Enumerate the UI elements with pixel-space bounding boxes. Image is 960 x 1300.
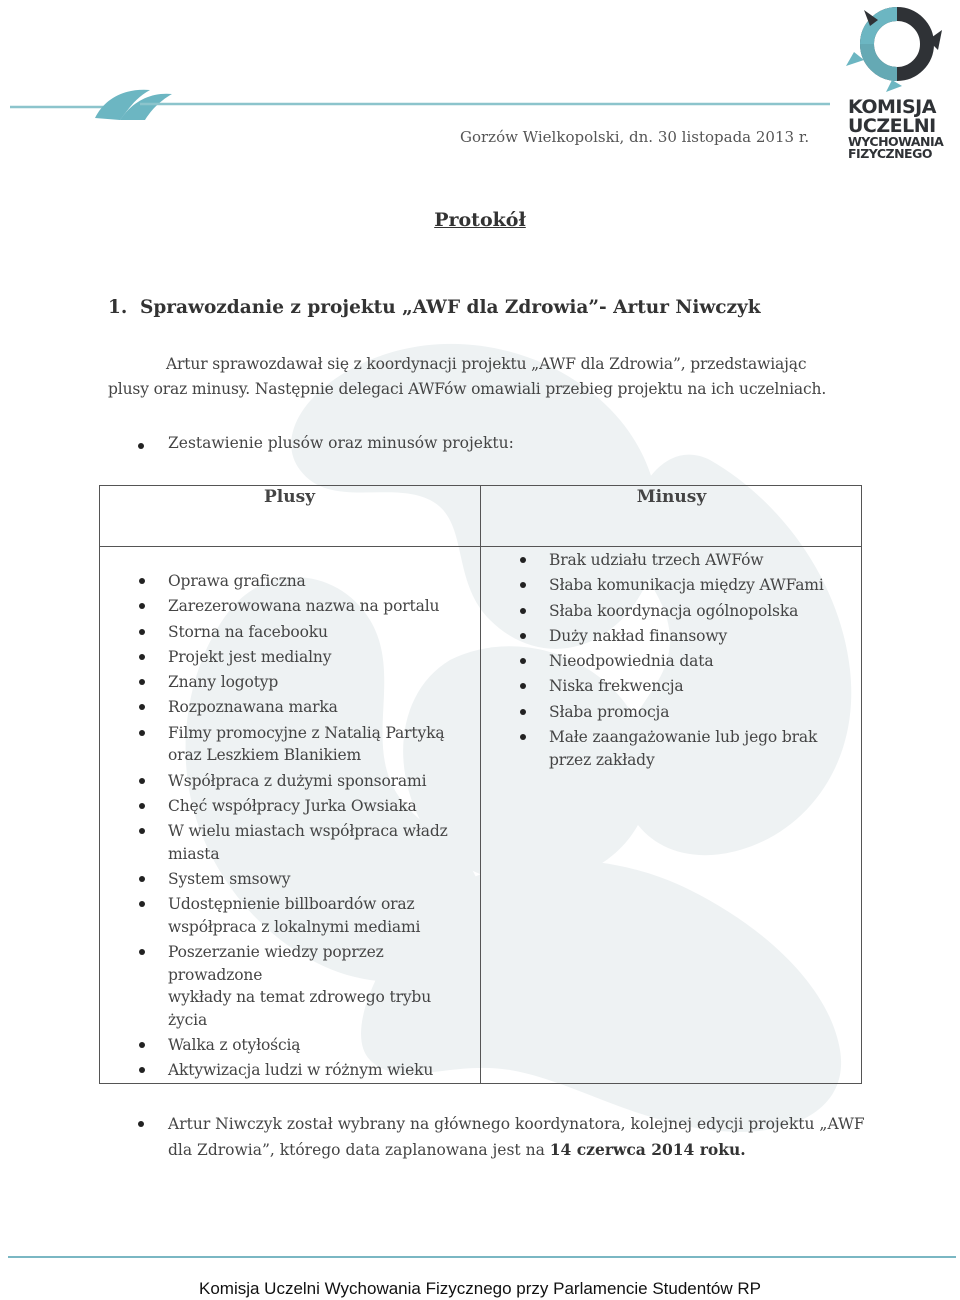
- list-item: Zarezerowowana nazwa na portalu: [99, 595, 469, 618]
- logo-text-line3: WYCHOWANIA: [848, 134, 944, 149]
- minus-list: [480, 549, 850, 774]
- list-item: Walka z otyłością: [99, 1034, 469, 1057]
- bullet-icon: [138, 443, 144, 449]
- report-paragraph: Artur sprawozdawał się z koordynacji projektu „AWF dla Zdrowia”, przedstawiając plusy oraz minusy. Następnie delegaci AWFów omawiali przebieg projektu na ich uczelniach.: [108, 355, 827, 398]
- pros-cons-table: [99, 485, 862, 1084]
- list-item: Aktywizacja ludzi w różnym wieku: [99, 1059, 469, 1082]
- list-item: Brak udziału trzech AWFów: [480, 549, 850, 572]
- list-item: Rozpoznawana marka: [99, 696, 469, 719]
- list-item: Projekt jest medialny: [99, 646, 469, 669]
- list-item: Znany logotyp: [99, 671, 469, 694]
- closing-bullet: [108, 1112, 868, 1163]
- footer-divider: [8, 1256, 956, 1258]
- list-item: Słaba promocja: [480, 701, 850, 724]
- section-heading: [108, 297, 761, 318]
- list-item: Nieodpowiednia data: [480, 650, 850, 673]
- list-item: Słaba koordynacja ogólnopolska: [480, 600, 850, 623]
- summary-bullet-text: Zestawienie plusów oraz minusów projektu:: [168, 434, 514, 452]
- footer-text: Komisja Uczelni Wychowania Fizycznego przy Parlamencie Studentów RP: [198, 1279, 762, 1298]
- bullet-icon: [138, 1121, 144, 1127]
- section-number: 1.: [108, 297, 128, 318]
- list-item: Poszerzanie wiedzy poprzez prowadzone wykłady na temat zdrowego trybu życia: [99, 941, 469, 1031]
- closing-text-main: Artur Niwczyk został wybrany na głównego koordynatora, kolejnej edycji projektu „AWF dla Zdrowia”, którego data zaplanowana jest na: [168, 1115, 865, 1159]
- list-item: Współpraca z dużymi sponsorami: [99, 770, 469, 793]
- document-title: Protokół: [434, 209, 526, 231]
- logo-text-line4: FIZYCZNEGO: [848, 146, 932, 161]
- section-title: Sprawozdanie z projektu „AWF dla Zdrowia”- Artur Niwczyk: [140, 297, 761, 318]
- list-item: Małe zaangażowanie lub jego brak przez zakłady: [480, 726, 850, 771]
- closing-text-date: 14 czerwca 2014 roku.: [549, 1140, 746, 1159]
- list-item: W wielu miastach współpraca władz miasta: [99, 820, 469, 865]
- list-item: Chęć współpracy Jurka Owsiaka: [99, 795, 469, 818]
- list-item: Słaba komunikacja między AWFami: [480, 574, 850, 597]
- closing-text: [168, 1112, 868, 1163]
- list-item: Filmy promocyjne z Natalią Partyką oraz Leszkiem Blanikiem: [99, 722, 469, 767]
- list-item: Niska frekwencja: [480, 675, 850, 698]
- plus-list: [99, 570, 469, 1084]
- table-header-plusy: Plusy: [263, 487, 316, 507]
- list-item: Udostępnienie billboardów oraz współpraca z lokalnymi mediami: [99, 893, 469, 938]
- document-date: Gorzów Wielkopolski, dn. 30 listopada 2013 r.: [460, 128, 810, 146]
- logo-text-line1: KOMISJA: [848, 96, 936, 118]
- list-item: Duży nakład finansowy: [480, 625, 850, 648]
- table-header-minusy: Minusy: [636, 487, 707, 507]
- logo-text-line2: UCZELNI: [848, 115, 936, 137]
- list-item: System smsowy: [99, 868, 469, 891]
- list-item: Storna na facebooku: [99, 621, 469, 644]
- table-header-divider: [99, 546, 862, 547]
- list-item: Oprawa graficzna: [99, 570, 469, 593]
